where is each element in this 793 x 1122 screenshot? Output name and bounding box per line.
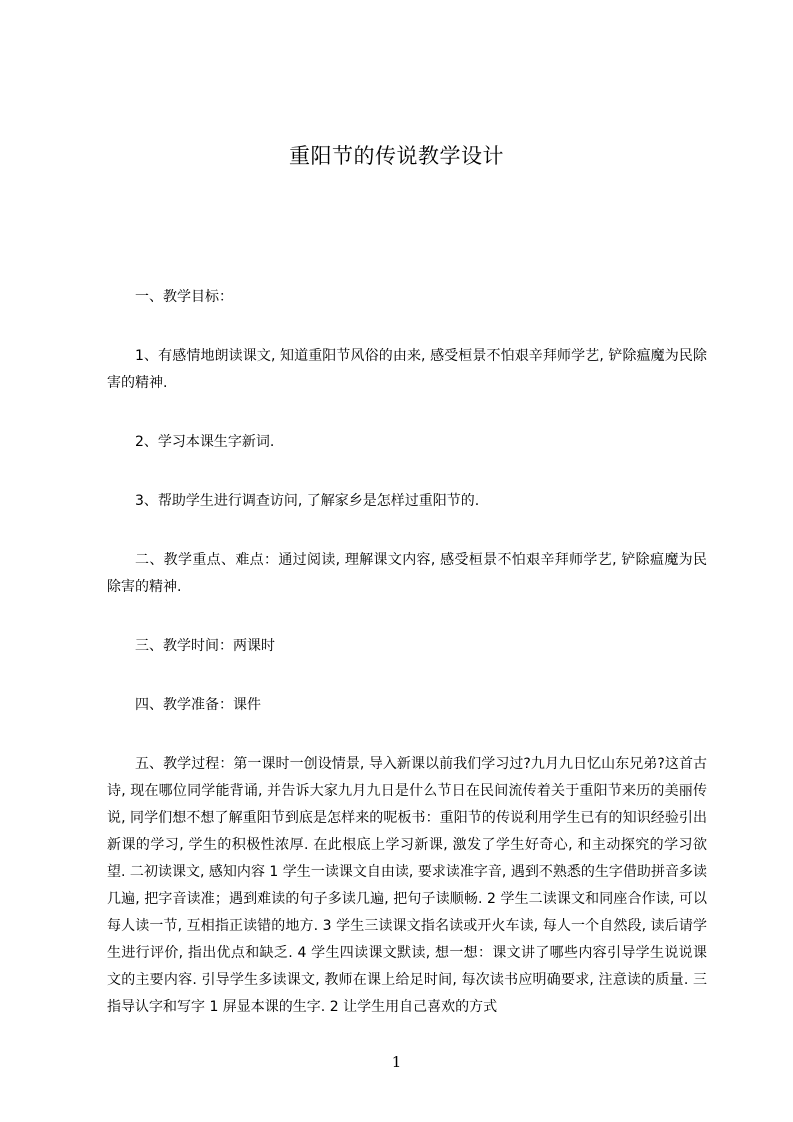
paragraph-teaching-process: 五、教学过程：第一课时一创设情景, 导入新课以前我们学习过?九月九日忆山东兄弟?这首古诗, 现在哪位同学能背诵, 并告诉大家九月九日是什么节日在民间流传着关于重阳节来历的美丽传说, 同学们想不想了解重阳节到底是怎样来的呢板书：重阳节的传说利用学生已有的知识经验引出新课的学习, 学生的积极性浓厚. 在此根底上学习新课, 激发了学生好奇心, 和主动探究的学习欲望. 二初读课文, 感知内容 1 学生一读课文自由读, 要求读准字音, 遇到不熟悉的生字借助拼音多读几遍, 把字音读准；遇到难读的句子多读几遍, 把句子读顺畅. 2 学生二读课文和同座合作读, 可以每人读一节, 互相指正读错的地方. 3 学生三读课文指名读或开火车读, 每人一个自然段, 读后请学生进行评价, 指出优点和缺乏. 4 学生四读课文默读, 想一想：课文讲了哪些内容引导学生说说课文的主要内容. 引导学生多读课文, 教师在课上给足时间, 每次读书应明确要求, 注意读的质量. 三指导认字和写字 1 屏显本课的生字. 2 让学生用自己喜欢的方式 xyxy=(107,756,707,1015)
document-body xyxy=(107,284,707,1021)
paragraph-objectives-heading: 一、教学目标： xyxy=(135,289,233,305)
paragraph-objective-1: 1、有感情地朗读课文, 知道重阳节风俗的由来, 感受桓景不怕艰辛拜师学艺, 铲除瘟魔为民除害的精神. xyxy=(107,348,707,391)
document-title: 重阳节的传说教学设计 xyxy=(289,144,504,168)
paragraph-teaching-preparation: 四、教学准备：课件 xyxy=(135,697,261,713)
page-number: 1 xyxy=(391,1053,402,1071)
paragraph-objective-2: 2、学习本课生字新词. xyxy=(135,434,275,450)
paragraph-objective-3: 3、帮助学生进行调查访问, 了解家乡是怎样过重阳节的. xyxy=(135,493,480,509)
paragraph-key-points: 二、教学重点、难点：通过阅读, 理解课文内容, 感受桓景不怕艰辛拜师学艺, 铲除瘟魔为民除害的精神. xyxy=(107,552,707,595)
paragraph-teaching-time: 三、教学时间：两课时 xyxy=(135,638,275,654)
